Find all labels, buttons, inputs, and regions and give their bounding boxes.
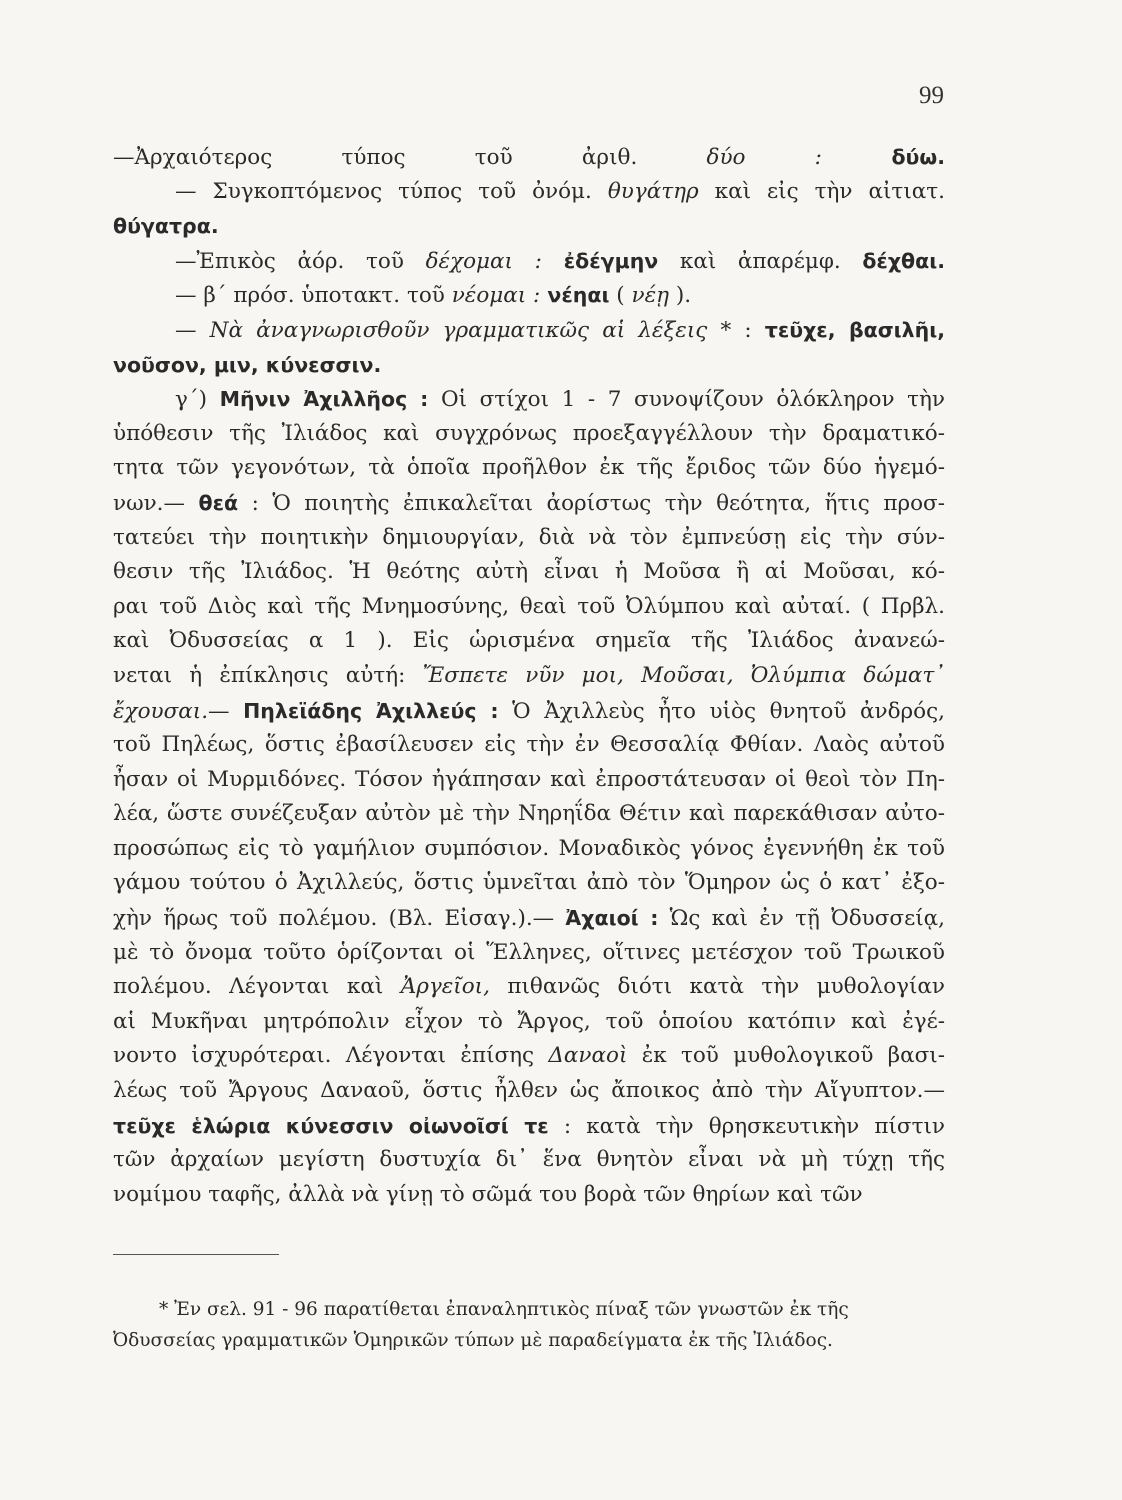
text-line [113, 970, 945, 1005]
text-segment: * : [707, 317, 765, 343]
italic-text: δέχομαι : [425, 248, 542, 274]
italic-text: νέῃ [631, 283, 670, 309]
footnote-line: Ὀδυσσείας γραμματικῶν Ὁμηρικῶν τύπων μὲ παραδείγματα ἐκ τῆς Ἰλιάδος. [113, 1330, 833, 1351]
text-segment: τῶν ἀρχαίων μεγίστη δυστυχία δι᾽ ἕνα θνητὸν εἶναι νὰ μὴ τύχῃ τῆς [113, 1147, 945, 1173]
bold-term: τεῦχε ἑλώρια κύνεσσιν οἰωνοῖσί τε [113, 1113, 549, 1138]
text-segment: καὶ Ὀδυσσείας α 1 ). Εἰς ὡρισμένα σημεῖα τῆς Ἰλιάδος ἀνανεώ- [113, 628, 945, 654]
text-line [113, 728, 945, 763]
text-segment: : Ὁ ποιητὴς ἐπικαλεῖται ἀορίστως τὴν θεότητα, ἥτις προσ- [238, 490, 945, 516]
text-segment: τατεύει τὴν ποιητικὴν δημιουργίαν, διὰ νὰ τὸν ἐμπνεύσῃ εἰς τὴν σύν- [113, 524, 945, 550]
text-segment: ἦσαν οἱ Μυρμιδόνες. Τόσον ἠγάπησαν καὶ ἐπροστάτευσαν οἱ θεοὶ τὸν Πη- [113, 766, 945, 792]
text-line [113, 278, 945, 313]
bold-term: νοῦσον, μιν, κύνεσσιν. [113, 352, 382, 377]
bold-term: Ἀχαιοί : [565, 906, 659, 931]
bold-term: δέχθαι. [862, 248, 946, 273]
text-segment: Ὁ Ἀχιλλεὺς ἦτο υἱὸς θνητοῦ ἀνδρός, [498, 698, 945, 724]
italic-text: θυγάτηρ [607, 178, 699, 204]
bold-term: ἐδέγμην [541, 248, 659, 273]
text-line [113, 313, 945, 348]
text-segment: λέως τοῦ Ἄργους Δαναοῦ, ὅστις ἦλθεν ὡς ἄποικος ἀπὸ τὴν Αἴγυπτον.— [113, 1078, 945, 1104]
text-segment: καὶ εἰς τὴν αἰτιατ. [698, 178, 945, 204]
text-line [113, 659, 945, 694]
text-line [113, 1143, 945, 1178]
italic-text: δύο : [706, 145, 822, 170]
text-segment: —Ἐπικὸς ἀόρ. τοῦ [175, 248, 426, 274]
text-segment: — [208, 698, 244, 724]
text-segment: —Ἀρχαιότερος τύπος τοῦ ἀριθ. [113, 145, 707, 170]
text-line [113, 866, 945, 901]
text-segment: γ΄) [175, 387, 220, 413]
bold-term: τεῦχε, βασιλῆι, [764, 317, 946, 342]
text-line [113, 417, 945, 452]
text-line [113, 590, 945, 625]
text-line [113, 1074, 945, 1109]
bold-term: νέηαι [540, 283, 610, 308]
text-segment: πολέμου. Λέγονται καὶ [113, 974, 401, 1000]
bold-term: Μῆνιν Ἀχιλλῆος : [219, 387, 429, 412]
footnote [113, 1294, 945, 1356]
text-segment: τητα τῶν γεγονότων, τὰ ὁποῖα προῆλθον ἐκ τῆς ἔριδος τῶν δύο ἡγεμό- [113, 455, 945, 481]
text-line [113, 624, 945, 659]
text-segment: λέα, ὥστε συνέζευξαν αὐτὸν μὲ τὴν Νηρηΐδα Θέτιν καὶ παρεκάθισαν αὐτο- [113, 801, 945, 827]
text-line [113, 1109, 945, 1144]
text-segment: προσώπως εἰς τὸ γαμήλιον συμπόσιον. Μοναδικὸς γόνος ἐγεννήθη ἐκ τοῦ [113, 835, 945, 861]
text-segment: πιθανῶς διότι κατὰ τὴν μυθολογίαν [489, 974, 946, 1000]
text-line [113, 797, 945, 832]
text-segment: γάμου τούτου ὁ Ἀχιλλεύς, ὅστις ὑμνεῖται ἀπὸ τὸν Ὅμηρον ὡς ὁ κατ᾽ ἐξο- [113, 870, 945, 896]
text-segment: ( [609, 283, 632, 309]
text-line [113, 244, 945, 279]
italic-text: νέομαι : [451, 283, 541, 309]
italic-text: Ἀργεῖοι, [400, 974, 490, 1000]
text-line [113, 936, 945, 971]
bold-term: Πηλεϊάδης Ἀχιλλεύς : [243, 698, 499, 723]
text-line [113, 348, 945, 383]
text-line [113, 140, 945, 175]
italic-text: Ἔσπετε νῦν μοι, Μοῦσαι, Ὀλύμπια δώματ᾽ [422, 662, 945, 688]
text-segment: νων.— [113, 490, 199, 516]
text-line [113, 209, 945, 244]
text-segment: Οἱ στίχοι 1 - 7 συνοψίζουν ὁλόκληρον τὴν [428, 387, 945, 413]
text-line [113, 486, 945, 521]
text-line [113, 451, 945, 486]
text-line [113, 1178, 945, 1213]
text-segment: — [175, 317, 210, 343]
italic-text: Νὰ ἀναγνωρισθοῦν γραμματικῶς αἱ λέξεις [209, 317, 708, 343]
text-segment: ὑπόθεσιν τῆς Ἰλιάδος καὶ συγχρόνως προεξαγγέλλουν τὴν δραματικό- [113, 420, 945, 446]
text-segment: θεσιν τῆς Ἰλιάδος. Ἡ θεότης αὐτὴ εἶναι ἡ Μοῦσα ἢ αἱ Μοῦσαι, κό- [113, 559, 945, 585]
text-line [113, 1039, 945, 1074]
text-segment: καὶ ἀπαρέμφ. [658, 248, 863, 274]
bold-term: θύγατρα. [113, 214, 219, 239]
body-text [113, 140, 945, 1212]
italic-text: Δαναοὶ [548, 1043, 628, 1069]
text-line [113, 521, 945, 556]
text-line [113, 382, 945, 417]
text-line [113, 1005, 945, 1040]
text-segment: ραι τοῦ Διὸς καὶ τῆς Μνημοσύνης, θεαὶ τοῦ Ὀλύμπου καὶ αὐταί. ( Πρβλ. [113, 593, 945, 619]
text-line [113, 175, 945, 210]
text-segment: αἱ Μυκῆναι μητρόπολιν εἶχον τὸ Ἄργος, τοῦ ὁποίου κατόπιν καὶ ἐγέ- [113, 1008, 945, 1034]
text-segment: : κατὰ τὴν θρησκευτικὴν πίστιν [548, 1113, 945, 1139]
text-segment: νοντο ἰσχυρότεραι. Λέγονται ἐπίσης [113, 1043, 549, 1069]
text-segment: μὲ τὸ ὄνομα τοῦτο ὁρίζονται οἱ Ἕλληνες, οἵτινες μετέσχον τοῦ Τρωικοῦ [113, 939, 945, 965]
text-segment: ἐκ τοῦ μυθολογικοῦ βασι- [627, 1043, 945, 1069]
italic-text: ἔχουσαι. [113, 698, 209, 724]
text-segment: τοῦ Πηλέως, ὅστις ἐβασίλευσεν εἰς τὴν ἐν Θεσσαλίᾳ Φθίαν. Λαὸς αὐτοῦ [113, 732, 945, 758]
footnote-rule [113, 1254, 279, 1255]
text-segment: Ὡς καὶ ἐν τῇ Ὀδυσσείᾳ, [658, 906, 945, 932]
text-segment: νομίμου ταφῆς, ἀλλὰ νὰ γίνῃ τὸ σῶμά του βορὰ τῶν θηρίων καὶ τῶν [113, 1181, 863, 1207]
footnote-line: * Ἐν σελ. 91 - 96 παρατίθεται ἐπαναληπτικὸς πίναξ τῶν γνωστῶν ἐκ τῆς [159, 1299, 849, 1320]
text-segment: — β΄ πρόσ. ὑποτακτ. τοῦ [175, 283, 452, 309]
text-segment: ). [669, 283, 692, 309]
text-line [113, 901, 945, 936]
page-number: 99 [919, 82, 944, 109]
text-line [113, 763, 945, 798]
text-line [113, 555, 945, 590]
bold-term: θεά [198, 490, 239, 515]
text-line [113, 694, 945, 729]
bold-term: δύω. [821, 145, 945, 169]
text-line [113, 832, 945, 867]
text-segment: — Συγκοπτόμενος τύπος τοῦ ὀνόμ. [175, 178, 608, 204]
text-segment: νεται ἡ ἐπίκλησις αὐτή: [113, 662, 423, 688]
text-segment: χὴν ἥρως τοῦ πολέμου. (Βλ. Εἰσαγ.).— [113, 906, 566, 932]
